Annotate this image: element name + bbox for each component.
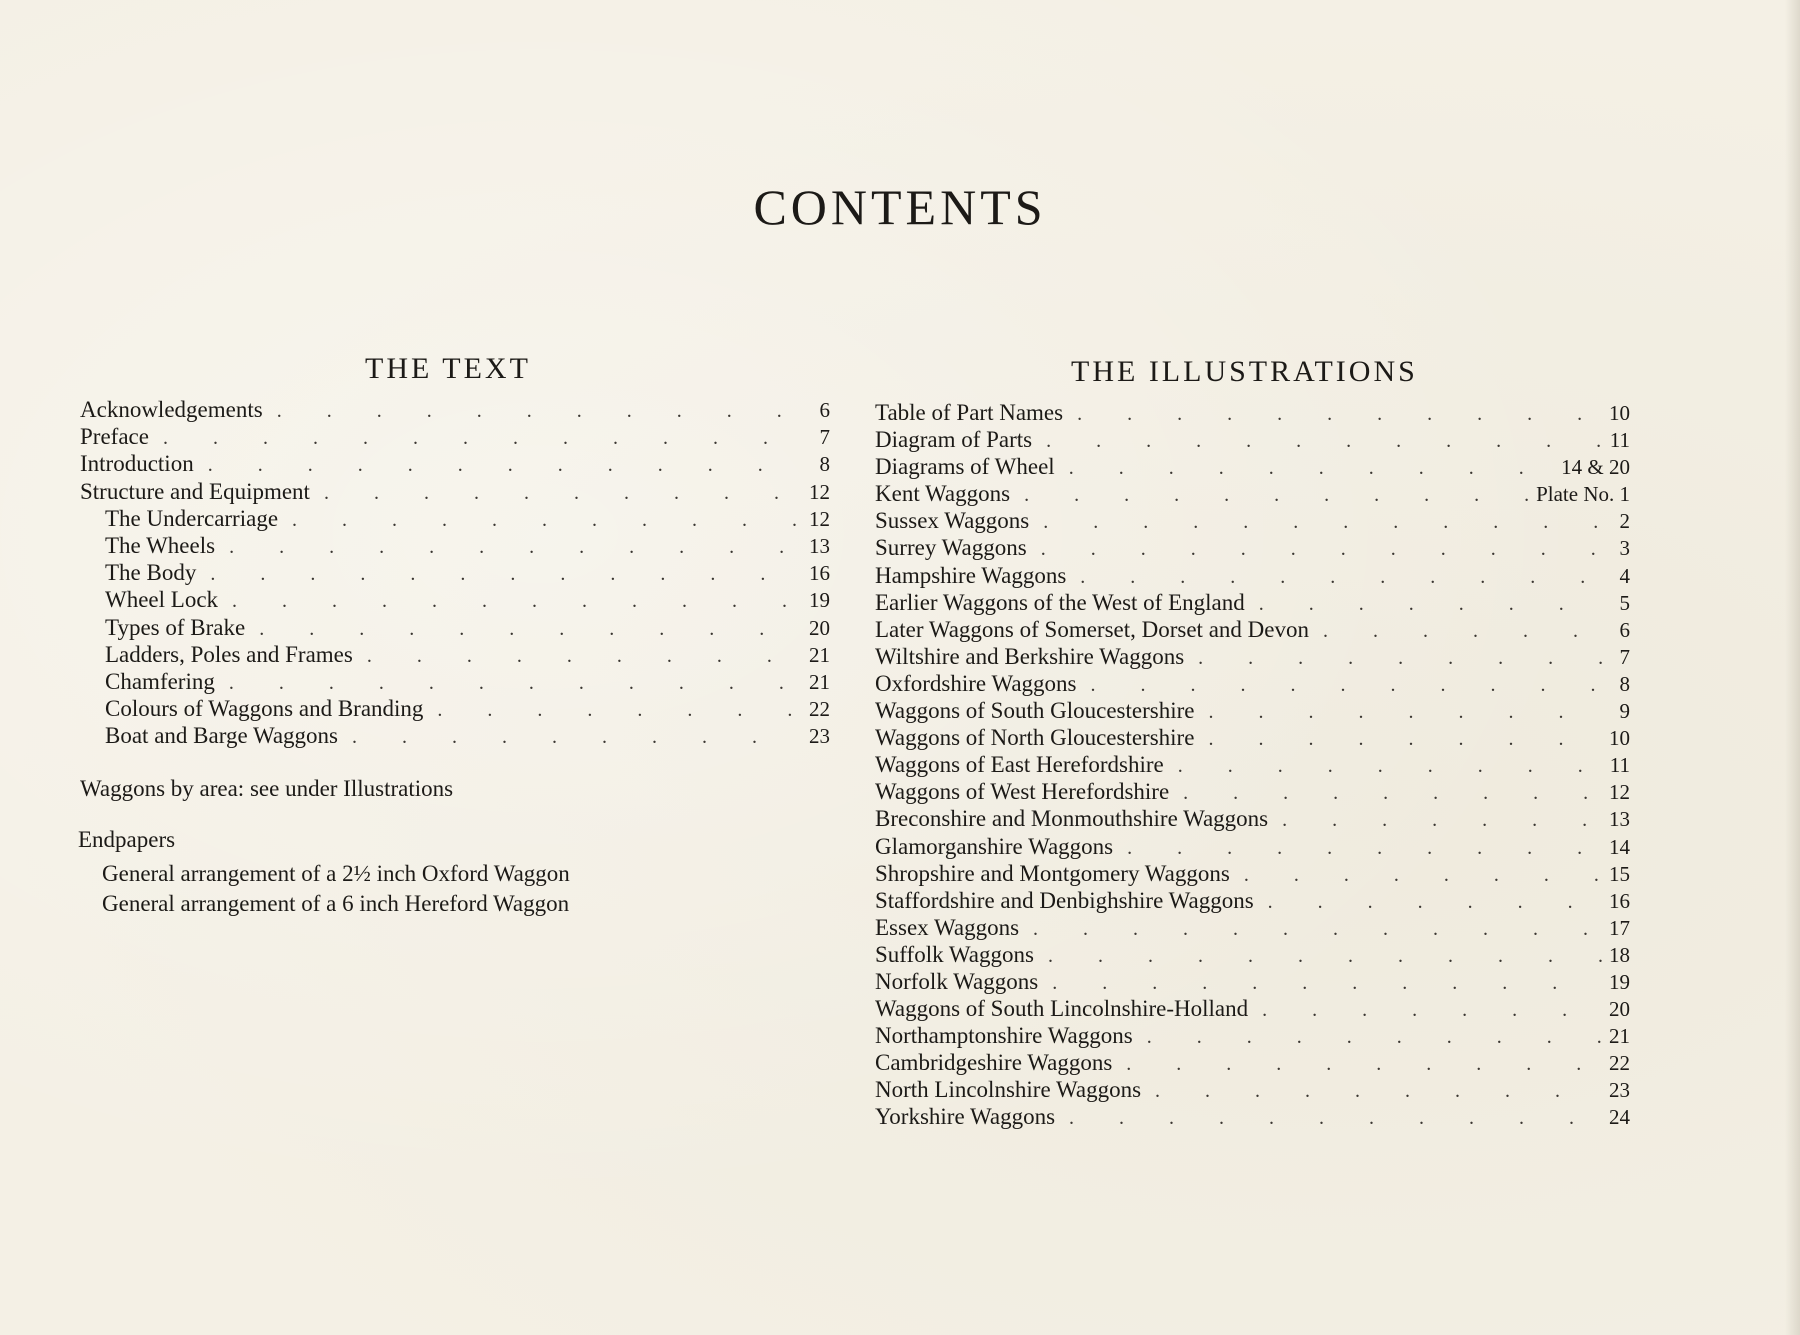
leader-dots: [215, 670, 802, 697]
toc-entry-page: 24: [1609, 1105, 1630, 1130]
toc-entry-label: Yorkshire Waggons: [875, 1104, 1056, 1130]
toc-entry-illustration: [875, 1022, 1630, 1049]
toc-entry-page: 6: [1619, 617, 1630, 642]
toc-entry-page: 7: [819, 425, 830, 450]
toc-entry-page: 13: [1609, 807, 1630, 832]
toc-entry-illustration: [875, 616, 1630, 643]
toc-entry-illustration: [875, 751, 1630, 778]
toc-entry-illustration: [875, 480, 1630, 507]
illustrations-section-title: THE ILLUSTRATIONS: [1071, 355, 1418, 388]
endpapers-list: [102, 859, 570, 919]
toc-entry-page: 7: [1619, 644, 1630, 669]
toc-entry-illustration: [875, 724, 1630, 751]
toc-entry-page: 21: [809, 642, 830, 667]
toc-entry-page: 11: [1609, 428, 1630, 453]
toc-entry-label: The Undercarriage: [105, 505, 279, 531]
toc-entry-boat-barge: [80, 722, 830, 749]
toc-entry-illustration: [875, 1103, 1630, 1130]
leader-dots: [1268, 807, 1602, 834]
toc-entry-illustration: [875, 778, 1630, 805]
toc-entry-label: Acknowledgements: [80, 397, 263, 422]
endpaper-item: General arrangement of a 2½ inch Oxford Waggon: [102, 861, 570, 886]
leader-dots: [1248, 997, 1602, 1024]
toc-entry-page: 16: [809, 561, 830, 586]
toc-entry-illustration: [875, 399, 1630, 426]
toc-entry-label: Earlier Waggons of the West of England: [875, 589, 1245, 615]
toc-entry-label: Breconshire and Monmouthshire Waggons: [875, 806, 1269, 832]
toc-entry-label: Norfolk Waggons: [875, 968, 1039, 994]
toc-entry-label: Wiltshire and Berkshire Waggons: [875, 643, 1185, 669]
toc-entry-page: 14 & 20: [1561, 455, 1630, 480]
toc-entry-label: North Lincolnshire Waggons: [875, 1077, 1142, 1103]
toc-entry-label: Boat and Barge Waggons: [105, 723, 339, 749]
leader-dots: [1164, 753, 1602, 780]
toc-entry-page: 3: [1619, 536, 1630, 561]
toc-entry-label: Glamorganshire Waggons: [875, 833, 1114, 859]
toc-entry-page: 15: [1609, 861, 1630, 886]
leader-dots: [1055, 455, 1561, 482]
toc-entry-label: Essex Waggons: [875, 914, 1020, 940]
toc-entry-illustration: [875, 860, 1630, 887]
leader-dots: [338, 724, 802, 751]
toc-entry-label: Later Waggons of Somerset, Dorset and Devon: [875, 616, 1309, 642]
toc-entry-page: 19: [809, 588, 830, 613]
toc-entry-illustration: [875, 562, 1630, 589]
leader-dots: [310, 480, 802, 507]
text-contents-list: [80, 396, 830, 749]
toc-entry-page: 2: [1619, 509, 1630, 534]
toc-entry-page: 22: [809, 697, 830, 722]
leader-dots: [1309, 618, 1602, 645]
toc-entry-page: 14: [1609, 834, 1630, 859]
leader-dots: [263, 398, 802, 425]
toc-entry-illustration: [875, 426, 1630, 453]
toc-entry-label: Hampshire Waggons: [875, 562, 1067, 588]
toc-entry-illustration: [875, 941, 1630, 968]
toc-entry-page: 9: [1619, 699, 1630, 724]
leader-dots: [353, 643, 802, 670]
leader-dots: [149, 425, 802, 452]
leader-dots: [1029, 509, 1602, 536]
toc-entry-label: Sussex Waggons: [875, 508, 1030, 534]
toc-entry-label: Suffolk Waggons: [875, 941, 1034, 967]
toc-entry-label: The Body: [105, 560, 197, 586]
toc-entry-label: Types of Brake: [105, 614, 246, 640]
toc-entry-page: 10: [1609, 726, 1630, 751]
toc-entry-page: 17: [1609, 915, 1630, 940]
leader-dots: [1141, 1078, 1602, 1105]
toc-entry-wheel-lock: [80, 586, 830, 613]
toc-entry-page: 20: [809, 615, 830, 640]
toc-entry-page: 12: [1609, 780, 1630, 805]
toc-entry-illustration: [875, 589, 1630, 616]
toc-entry-illustration: [875, 833, 1630, 860]
toc-entry-colours-branding: [80, 695, 830, 722]
toc-entry-label: Staffordshire and Denbighshire Waggons: [875, 887, 1254, 913]
toc-entry-page: 21: [1609, 1024, 1630, 1049]
toc-entry-label: The Wheels: [105, 532, 216, 558]
leader-dots: [1254, 889, 1602, 916]
toc-entry-label: Waggons of South Lincolnshire-Holland: [875, 996, 1249, 1022]
text-section-title: THE TEXT: [365, 352, 531, 385]
leader-dots: [245, 616, 802, 643]
toc-entry-illustration: [875, 534, 1630, 561]
leader-dots: [196, 561, 802, 588]
leader-dots: [1019, 916, 1602, 943]
toc-entry-illustration: [875, 670, 1630, 697]
leader-dots: [1245, 591, 1602, 618]
toc-entry-illustration: [875, 507, 1630, 534]
toc-entry-chamfering: [80, 668, 830, 695]
toc-entry-page: 6: [819, 398, 830, 422]
illustrations-contents-list: [875, 399, 1630, 1131]
leader-dots: [1063, 401, 1602, 428]
toc-entry-structure-and-equipment: [80, 478, 830, 505]
toc-entry-page: 12: [809, 506, 830, 531]
toc-entry-label: Introduction: [80, 451, 194, 477]
toc-entry-undercarriage: [80, 505, 830, 532]
toc-entry-label: Wheel Lock: [105, 587, 219, 613]
toc-entry-preface: [80, 423, 830, 450]
toc-entry-page: 19: [1609, 969, 1630, 994]
toc-entry-illustration: [875, 453, 1630, 480]
toc-entry-label: Shropshire and Montgomery Waggons: [875, 860, 1230, 886]
toc-entry-illustration: [875, 805, 1630, 832]
toc-entry-illustration: [875, 914, 1630, 941]
toc-entry-label: Kent Waggons: [875, 481, 1011, 507]
toc-entry-page: 16: [1609, 888, 1630, 913]
toc-entry-page: 10: [1609, 401, 1630, 425]
leader-dots: [1038, 970, 1602, 997]
toc-entry-illustration: [875, 995, 1630, 1022]
toc-entry-page: 8: [1619, 671, 1630, 696]
toc-entry-page: Plate No. 1: [1536, 482, 1630, 507]
page-title: CONTENTS: [753, 179, 1047, 235]
endpapers-heading: Endpapers: [78, 827, 176, 852]
toc-entry-label: Waggons of North Gloucestershire: [875, 725, 1195, 751]
toc-entry-illustration: [875, 887, 1630, 914]
leader-dots: [1066, 564, 1602, 591]
toc-entry-types-of-brake: [80, 614, 830, 641]
leader-dots: [1169, 780, 1602, 807]
toc-entry-label: Diagrams of Wheel: [875, 454, 1055, 480]
toc-entry-body: [80, 559, 830, 586]
leader-dots: [1112, 1051, 1602, 1078]
toc-entry-label: Preface: [80, 424, 149, 450]
toc-entry-page: 5: [1619, 590, 1630, 615]
toc-entry-page: 13: [809, 533, 830, 558]
toc-entry-label: Ladders, Poles and Frames: [105, 641, 353, 667]
leader-dots: [1184, 645, 1602, 672]
leader-dots: [215, 534, 802, 561]
endpaper-item: General arrangement of a 6 inch Hereford Waggon: [102, 891, 570, 916]
leader-dots: [1077, 672, 1603, 699]
toc-entry-label: Structure and Equipment: [80, 478, 310, 504]
toc-entry-label: Table of Part Names: [875, 400, 1064, 425]
leader-dots: [1133, 1024, 1602, 1051]
toc-entry-ladders-poles-frames: [80, 641, 830, 668]
leader-dots: [1027, 536, 1602, 563]
toc-entry-introduction: [80, 450, 830, 477]
leader-dots: [1010, 482, 1536, 509]
toc-entry-page: 20: [1609, 997, 1630, 1022]
leader-dots: [1113, 835, 1602, 862]
leader-dots: [1032, 428, 1602, 455]
toc-entry-wheels: [80, 532, 830, 559]
toc-entry-page: 12: [809, 479, 830, 504]
leader-dots: [1194, 699, 1602, 726]
toc-entry-label: Cambridgeshire Waggons: [875, 1050, 1113, 1076]
leader-dots: [194, 452, 802, 479]
toc-entry-page: 18: [1609, 942, 1630, 967]
toc-entry-acknowledgements: [80, 396, 830, 423]
toc-entry-illustration: [875, 968, 1630, 995]
leader-dots: [1194, 726, 1602, 753]
leader-dots: [423, 697, 802, 724]
toc-entry-illustration: [875, 643, 1630, 670]
toc-entry-label: Waggons of South Gloucestershire: [875, 698, 1195, 724]
toc-entry-label: Colours of Waggons and Branding: [105, 696, 424, 722]
toc-entry-page: 23: [809, 724, 830, 749]
toc-entry-illustration: [875, 697, 1630, 724]
area-note: Waggons by area: see under Illustrations: [80, 776, 454, 801]
leader-dots: [1034, 943, 1602, 970]
toc-entry-label: Surrey Waggons: [875, 535, 1027, 561]
toc-entry-label: Northamptonshire Waggons: [875, 1023, 1133, 1049]
toc-entry-label: Waggons of West Herefordshire: [875, 779, 1170, 805]
toc-entry-page: 8: [819, 452, 830, 477]
toc-entry-label: Chamfering: [105, 668, 215, 694]
leader-dots: [278, 507, 802, 534]
leader-dots: [1055, 1105, 1602, 1132]
toc-entry-page: 4: [1619, 563, 1630, 588]
leader-dots: [218, 588, 802, 615]
toc-entry-page: 21: [809, 669, 830, 694]
toc-entry-label: Oxfordshire Waggons: [875, 670, 1077, 696]
toc-entry-illustration: [875, 1076, 1630, 1103]
toc-entry-page: 23: [1609, 1078, 1630, 1103]
toc-entry-illustration: [875, 1049, 1630, 1076]
toc-entry-page: 11: [1609, 753, 1630, 778]
leader-dots: [1230, 862, 1602, 889]
toc-entry-label: Waggons of East Herefordshire: [875, 752, 1164, 778]
toc-entry-page: 22: [1609, 1051, 1630, 1076]
toc-entry-label: Diagram of Parts: [875, 427, 1033, 453]
